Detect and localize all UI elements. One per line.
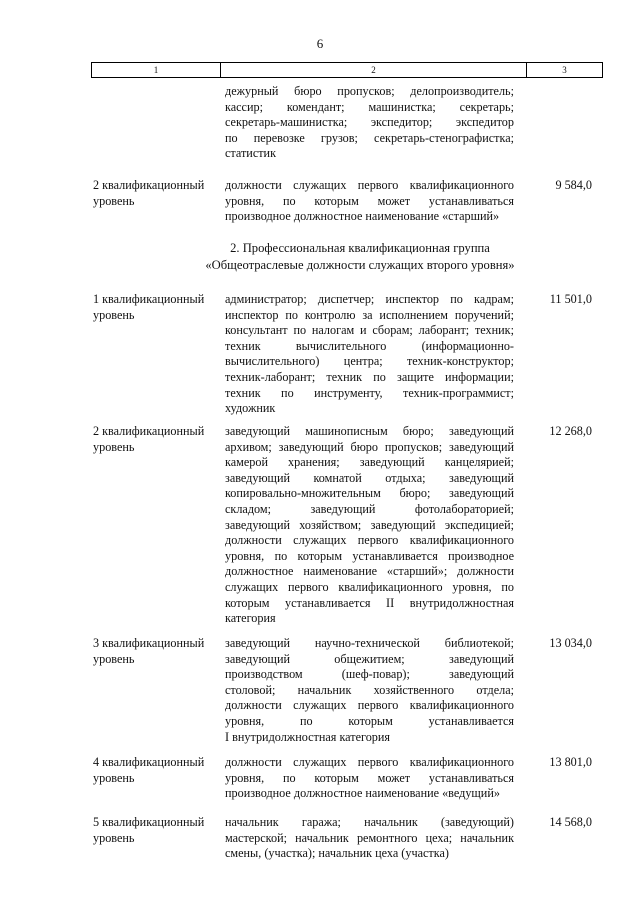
description-cell bbox=[225, 755, 514, 802]
description-line: мастерской; начальник ремонтного цеха; начальник bbox=[225, 830, 514, 845]
description-line: производством (шеф-повар); заведующий bbox=[225, 667, 514, 682]
description-line: которым устанавливается II внутридолжностная bbox=[225, 595, 514, 610]
description-line: техник-лаборант; техник по защите информации; bbox=[225, 369, 514, 384]
description-line: должности служащих первого квалификационного bbox=[225, 533, 514, 548]
description-line: уровня, по которым может устанавливаться bbox=[225, 770, 514, 785]
description-line: техник по инструменту, техник-программист; bbox=[225, 385, 514, 400]
salary-cell: 12 268,0 bbox=[549, 424, 592, 438]
description-cell bbox=[225, 292, 514, 417]
level-cell: 2 квалификационный уровень bbox=[93, 424, 205, 454]
description-line: складом; заведующий фотолабораторией; bbox=[225, 501, 514, 516]
salary-cell: 11 501,0 bbox=[549, 292, 592, 306]
description-line: должности служащих первого квалификационного bbox=[225, 178, 514, 192]
description-line: уровня, по которым устанавливается производное bbox=[225, 548, 514, 563]
salary-cell: 13 801,0 bbox=[549, 755, 592, 769]
description-line: заведующий хозяйством; заведующий экспедицией; bbox=[225, 517, 514, 532]
description-line: секретарь-машинистка; экспедитор; экспедитор bbox=[225, 115, 514, 130]
description-cell bbox=[225, 636, 514, 745]
page-number: 6 bbox=[316, 36, 324, 51]
continuation-description bbox=[225, 84, 514, 162]
description-line: смены, (участка); начальник цеха (участка) bbox=[225, 846, 449, 861]
description-line: заведующий общежитием; заведующий bbox=[225, 651, 514, 666]
level-cell: 5 квалификационный уровень bbox=[93, 815, 205, 845]
description-line: начальник гаража; начальник (заведующий) bbox=[225, 815, 514, 829]
description-line: уровня, по которым устанавливается bbox=[225, 713, 514, 728]
level-cell: 3 квалификационный уровень bbox=[93, 636, 205, 666]
description-line: категория bbox=[225, 611, 276, 626]
description-line: столовой; начальник хозяйственного отдела; bbox=[225, 682, 514, 697]
description-line: инспектор по контролю за исполнением поручений; bbox=[225, 307, 514, 322]
description-cell bbox=[225, 178, 514, 225]
salary-cell: 9 584,0 bbox=[555, 178, 592, 192]
description-line: дежурный бюро пропусков; делопроизводитель; bbox=[225, 84, 514, 98]
description-line: консультант по налогам и сборам; лаборант; техник; bbox=[225, 323, 514, 338]
description-line: должностное наименование «старший»; должности bbox=[225, 564, 514, 579]
level-cell: 2 квалификационный уровень bbox=[93, 178, 205, 208]
description-line: заведующий машинописным бюро; заведующий bbox=[225, 424, 514, 438]
description-cell bbox=[225, 424, 514, 627]
description-line: художник bbox=[225, 401, 276, 416]
description-line: техник вычислительного (информационно- bbox=[225, 338, 514, 353]
level-cell: 4 квалификационный уровень bbox=[93, 755, 205, 785]
description-line: производное должностное наименование «старший» bbox=[225, 209, 500, 224]
description-line: статистик bbox=[225, 146, 277, 161]
column-header-1: 1 bbox=[153, 65, 159, 75]
description-line: уровня, по которым может устанавливаться bbox=[225, 193, 514, 208]
description-line: заведующий научно-технической библиотекой; bbox=[225, 636, 514, 650]
description-line: служащих первого квалификационного уровня, по bbox=[225, 579, 514, 594]
description-line: I внутридолжностная категория bbox=[225, 729, 391, 744]
description-line: архивом; заведующий бюро пропусков; заведующий bbox=[225, 439, 514, 454]
description-line: камерой хранения; заведующий канцелярией; bbox=[225, 455, 514, 470]
salary-cell: 13 034,0 bbox=[549, 636, 592, 650]
description-line: администратор; диспетчер; инспектор по кадрам; bbox=[225, 292, 514, 306]
column-header-2: 2 bbox=[220, 63, 526, 77]
description-line: заведующий комнатой отдыха; заведующий bbox=[225, 470, 514, 485]
group-heading-line: «Общеотраслевые должности служащих второго уровня» bbox=[205, 257, 515, 272]
description-line: должности служащих первого квалификационного bbox=[225, 755, 514, 769]
salary-cell: 14 568,0 bbox=[549, 815, 592, 829]
table-column-header-row bbox=[91, 62, 603, 78]
description-cell bbox=[225, 815, 514, 862]
group-heading bbox=[120, 240, 600, 273]
description-line: по перевозке грузов; секретарь-стенографистка; bbox=[225, 130, 514, 145]
description-line: кассир; комендант; машинистка; секретарь; bbox=[225, 99, 514, 114]
description-line: должности служащих первого квалификационного bbox=[225, 698, 514, 713]
description-line: производное должностное наименование «ведущий» bbox=[225, 786, 500, 801]
group-heading-line: 2. Профессиональная квалификационная группа bbox=[230, 241, 490, 255]
column-header-3: 3 bbox=[526, 63, 602, 77]
description-line: вычислительного) центра; техник-конструктор; bbox=[225, 354, 514, 369]
description-line: копировально-множительным бюро; заведующий bbox=[225, 486, 514, 501]
level-cell: 1 квалификационный уровень bbox=[93, 292, 205, 322]
